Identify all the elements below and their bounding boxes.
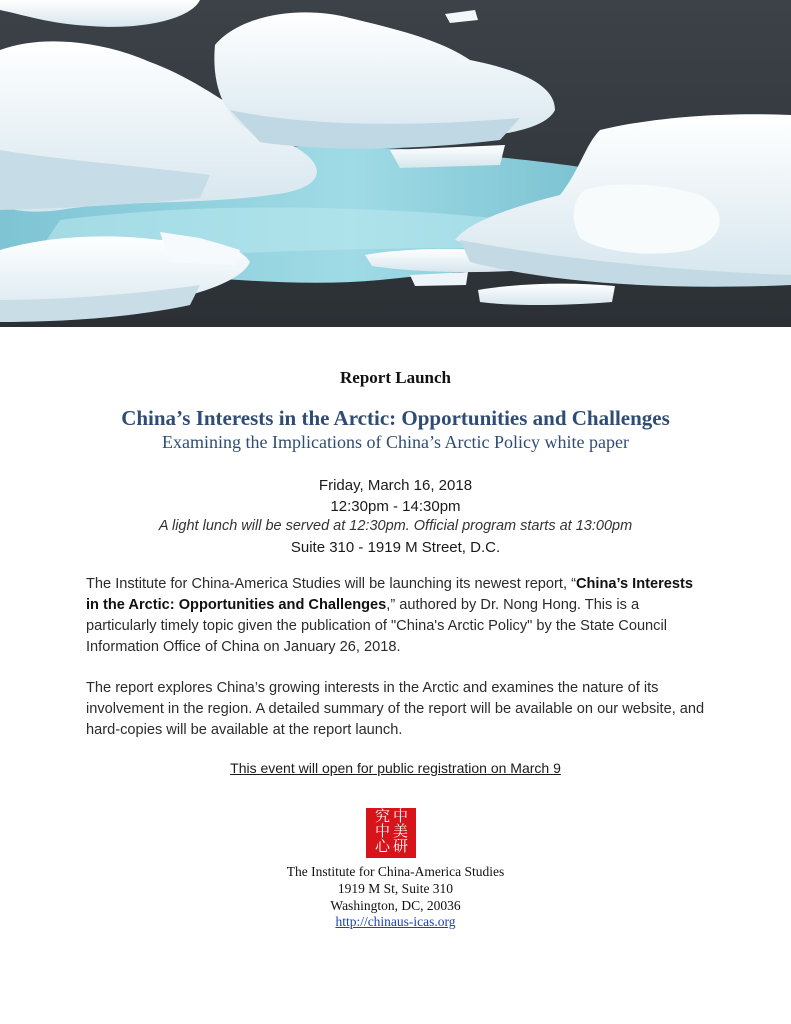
para1-intro: The Institute for China-America Studies will be launching its newest report, “ [86,576,576,592]
registration-note [0,760,791,776]
organization-name: The Institute for China-America Studies [286,864,505,879]
event-date: Friday, March 16, 2018 [318,477,473,494]
description-paragraph-1 [86,574,706,658]
event-venue: Suite 310 - 1919 M Street, D.C. [290,539,501,556]
organization-city: Washington, DC, 20036 [330,898,461,913]
report-title: China’s Interests in the Arctic: Opportunities and Challenges [121,406,670,430]
event-label: Report Launch [340,368,451,387]
icas-logo-text: 中美研究中心 [373,808,409,853]
para1-report-title: China’s Interests in the Arctic: Opportunities and Challenges [86,576,693,613]
organization-url [0,914,791,930]
icas-logo [366,808,416,858]
lunch-note: A light lunch will be served at 12:30pm. Official program starts at 13:00pm [158,518,633,534]
registration-note-text: This event will open for public registration on March 9 [230,760,561,776]
website-link[interactable]: http://chinaus-icas.org [335,914,456,929]
description-paragraph-2: The report explores China’s growing interests in the Arctic and examines the nature of its involvement in the region. A detailed summary of the report will be available on our website, and hard-copies will be available at the report launch. [86,680,705,738]
organization-street: 1919 M St, Suite 310 [337,881,454,896]
arctic-ice-photo [0,0,791,327]
para1-outro: ,” authored by Dr. Nong Hong. This is a particularly timely topic given the publication of "China's Arctic Policy" by the State Council Information Office of China on January 26, 2018. [86,597,667,655]
event-time: 12:30pm - 14:30pm [330,498,461,515]
report-subtitle: Examining the Implications of China’s Arctic Policy white paper [162,432,629,452]
